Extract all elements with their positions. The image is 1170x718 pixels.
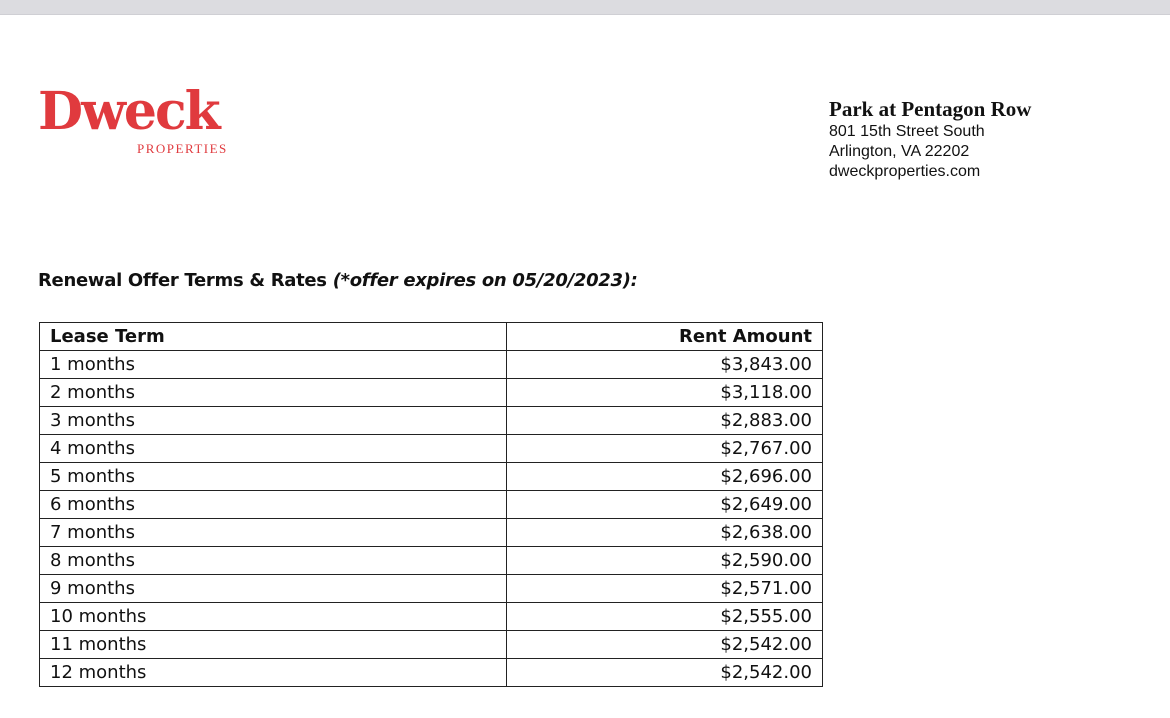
offer-heading [38,270,638,291]
rent-amount-cell: $2,767.00 [507,435,823,463]
table-row [40,351,823,379]
lease-term-cell: 5 months [40,463,507,491]
lease-term-cell: 1 months [40,351,507,379]
table-row [40,407,823,435]
rent-amount-cell: $2,555.00 [507,603,823,631]
lease-term-cell: 8 months [40,547,507,575]
address-street: 801 15th Street South [829,123,985,140]
table-row [40,435,823,463]
viewer-top-bar [0,0,1170,15]
table-row [40,519,823,547]
offer-expiry-note: (*offer expires on 05/20/2023): [332,270,638,291]
rent-amount-cell: $2,696.00 [507,463,823,491]
table-header-row [40,323,823,351]
table-row [40,659,823,687]
logo-wordmark: Dweck [38,81,219,142]
lease-term-cell: 10 months [40,603,507,631]
rent-amount-cell: $2,638.00 [507,519,823,547]
rent-amount-cell: $2,649.00 [507,491,823,519]
rent-amount-cell: $2,883.00 [507,407,823,435]
table-row [40,603,823,631]
table-row [40,547,823,575]
header-rent-amount: Rent Amount [507,323,823,351]
lease-term-cell: 2 months [40,379,507,407]
table-row [40,575,823,603]
table-row [40,463,823,491]
property-name: Park at Pentagon Row [829,97,1032,121]
table-row [40,491,823,519]
rent-amount-cell: $3,843.00 [507,351,823,379]
rent-amount-cell: $2,590.00 [507,547,823,575]
lease-term-cell: 9 months [40,575,507,603]
rates-table [39,322,823,687]
table-row [40,631,823,659]
lease-term-cell: 11 months [40,631,507,659]
lease-term-cell: 4 months [40,435,507,463]
lease-term-cell: 7 months [40,519,507,547]
lease-term-cell: 6 months [40,491,507,519]
lease-term-cell: 3 months [40,407,507,435]
rent-amount-cell: $2,542.00 [507,631,823,659]
rent-amount-cell: $2,571.00 [507,575,823,603]
logo-subtitle: PROPERTIES [137,141,228,156]
property-address [829,96,1031,182]
address-website: dweckproperties.com [829,163,981,180]
dweck-logo [38,81,248,156]
offer-heading-title: Renewal Offer Terms & Rates [38,270,333,291]
header-lease-term: Lease Term [40,323,507,351]
address-city: Arlington, VA 22202 [829,143,970,160]
rent-amount-cell: $3,118.00 [507,379,823,407]
table-row [40,379,823,407]
rent-amount-cell: $2,542.00 [507,659,823,687]
lease-term-cell: 12 months [40,659,507,687]
